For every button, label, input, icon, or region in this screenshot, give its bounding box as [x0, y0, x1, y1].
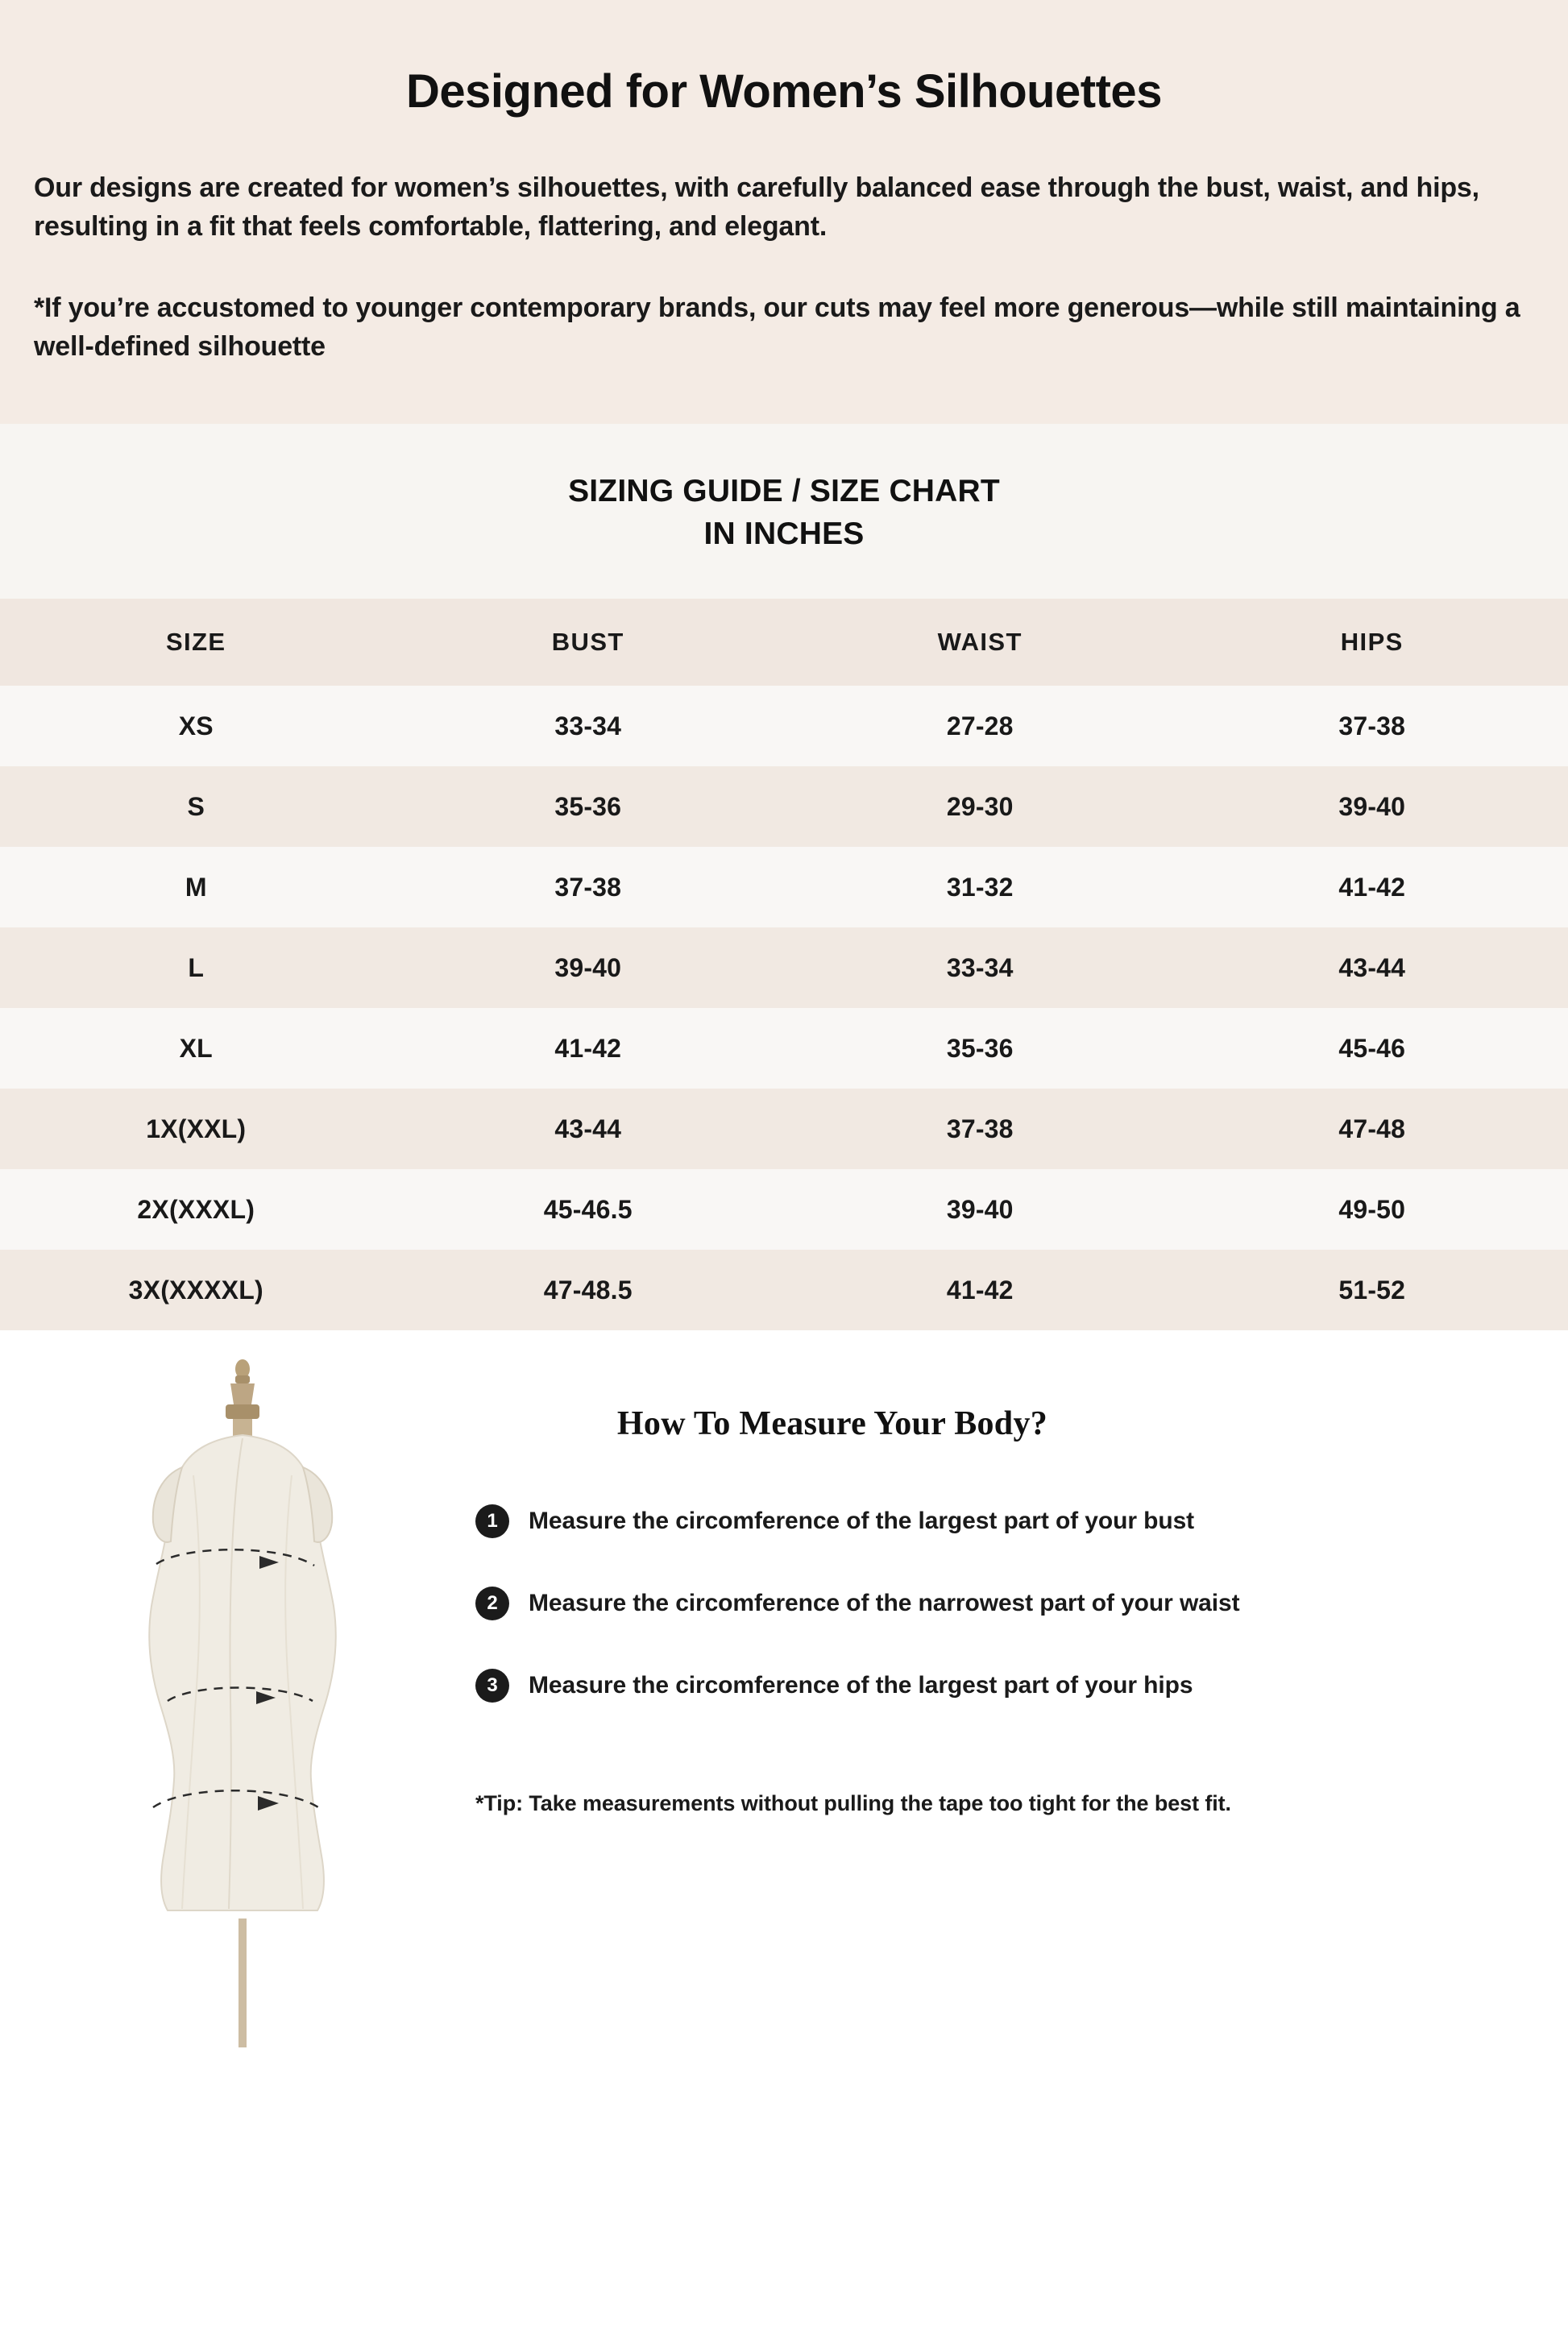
step-number-badge: 3 — [475, 1669, 509, 1703]
table-row — [0, 686, 1568, 766]
cell-size: 1X(XXL) — [146, 1114, 247, 1143]
measurement-tip: *Tip: Take measurements without pulling the tape too tight for the best fit. — [475, 1791, 1231, 1816]
column-header-size: SIZE — [165, 628, 226, 657]
table-header-row — [0, 599, 1568, 686]
list-item — [475, 1587, 1536, 1620]
dress-form-mannequin-icon — [73, 1354, 419, 2047]
cell-hips: 41-42 — [1338, 872, 1406, 902]
size-chart-body — [0, 686, 1568, 1330]
table-row — [0, 927, 1568, 1008]
step-number-badge: 1 — [475, 1504, 509, 1538]
intro-section — [0, 0, 1568, 424]
cell-bust: 33-34 — [554, 711, 622, 740]
cell-bust: 43-44 — [554, 1114, 622, 1143]
cell-hips: 39-40 — [1338, 791, 1406, 821]
table-row — [0, 766, 1568, 847]
cell-size: L — [188, 952, 205, 982]
cell-size: XS — [178, 711, 214, 740]
cell-waist: 33-34 — [946, 952, 1014, 982]
cell-bust: 39-40 — [554, 952, 622, 982]
size-chart-header — [0, 599, 1568, 686]
column-header-waist: WAIST — [937, 628, 1023, 657]
cell-hips: 47-48 — [1338, 1114, 1406, 1143]
cell-waist: 27-28 — [946, 711, 1014, 740]
cell-hips: 43-44 — [1338, 952, 1406, 982]
size-chart-section — [0, 424, 1568, 1330]
list-item — [475, 1669, 1536, 1703]
column-header-hips: HIPS — [1340, 628, 1404, 657]
cell-waist: 41-42 — [946, 1275, 1014, 1305]
table-row — [0, 1169, 1568, 1250]
step-text: Measure the circomference of the largest part of your bust — [529, 1508, 1195, 1535]
cell-size: S — [187, 791, 205, 821]
page-title: Designed for Women’s Silhouettes — [406, 65, 1162, 118]
intro-paragraph-2: *If you’re accustomed to younger contemporary brands, our cuts may feel more generous—while still maintaining a well-defined silhouette — [34, 292, 1520, 362]
measure-steps-list — [475, 1504, 1568, 1703]
cell-size: XL — [179, 1033, 213, 1063]
cell-waist: 29-30 — [946, 791, 1014, 821]
list-item — [475, 1504, 1536, 1538]
how-to-measure-section — [0, 1330, 1568, 2072]
size-chart-title — [0, 471, 1568, 555]
cell-hips: 37-38 — [1338, 711, 1406, 740]
cell-hips: 45-46 — [1338, 1033, 1406, 1063]
size-chart-title-line2: IN INCHES — [703, 516, 865, 551]
cell-bust: 41-42 — [554, 1033, 622, 1063]
cell-bust: 37-38 — [554, 872, 622, 902]
column-header-bust: BUST — [551, 628, 624, 657]
table-row — [0, 1008, 1568, 1089]
cell-waist: 35-36 — [946, 1033, 1014, 1063]
table-row — [0, 1250, 1568, 1330]
step-text: Measure the circomference of the largest part of your hips — [529, 1672, 1193, 1699]
cell-bust: 35-36 — [554, 791, 622, 821]
cell-waist: 39-40 — [946, 1194, 1014, 1224]
cell-bust: 45-46.5 — [543, 1194, 633, 1224]
cell-size: 3X(XXXXL) — [128, 1275, 263, 1305]
cell-size: M — [185, 872, 207, 902]
table-row — [0, 847, 1568, 927]
how-to-measure-title: How To Measure Your Body? — [616, 1405, 1048, 1443]
cell-waist: 31-32 — [946, 872, 1014, 902]
step-number-badge: 2 — [475, 1587, 509, 1620]
step-text: Measure the circomference of the narrowest part of your waist — [529, 1590, 1240, 1617]
cell-hips: 49-50 — [1338, 1194, 1406, 1224]
size-chart-title-line1: SIZING GUIDE / SIZE CHART — [568, 474, 1000, 509]
cell-size: 2X(XXXL) — [137, 1194, 255, 1224]
size-chart-table — [0, 599, 1568, 1330]
cell-bust: 47-48.5 — [543, 1275, 633, 1305]
cell-waist: 37-38 — [946, 1114, 1014, 1143]
table-row — [0, 1089, 1568, 1169]
intro-paragraph-1: Our designs are created for women’s silhouettes, with carefully balanced ease through the bust, waist, and hips, resulting in a fit that feels comfortable, flattering, and elegant. — [34, 172, 1479, 243]
cell-hips: 51-52 — [1338, 1275, 1406, 1305]
